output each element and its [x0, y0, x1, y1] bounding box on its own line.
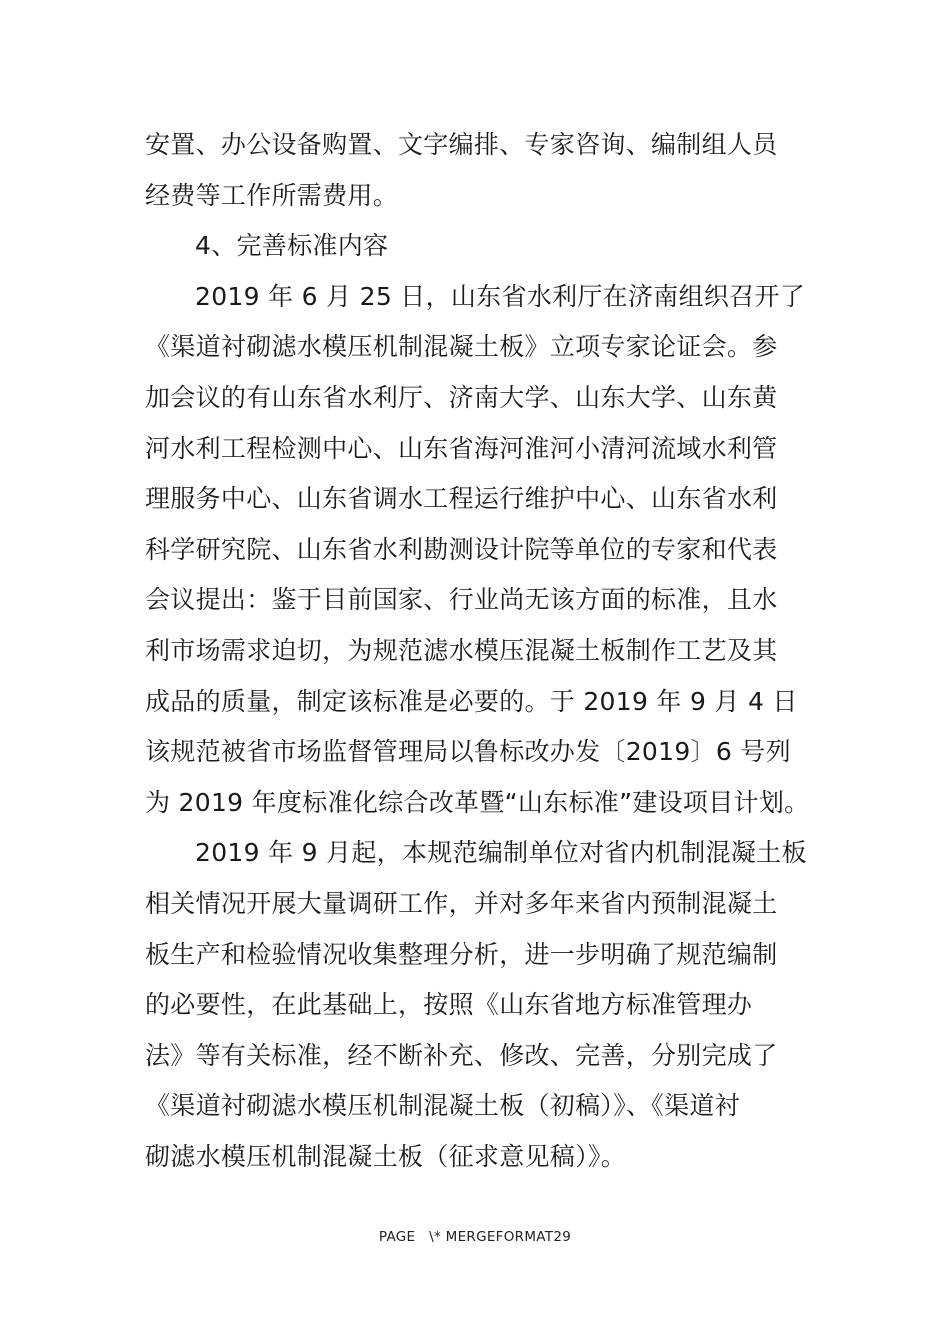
text-line: 科学研究院、山东省水利勘测设计院等单位的专家和代表 — [145, 534, 778, 564]
text-line: 该规范被省市场监督管理局以鲁标改办发〔2019〕6 号列 — [145, 737, 791, 767]
text-line: 成品的质量，制定该标准是必要的。于 2019 年 9 月 4 日 — [145, 686, 798, 716]
text-line: 安置、办公设备购置、文字编排、专家咨询、编制组人员 — [145, 130, 778, 159]
text-line: 会议提出：鉴于目前国家、行业尚无该方面的标准，且水 — [145, 585, 778, 615]
text-line: 2019 年 6 月 25 日，山东省水利厅在济南组织召开了 — [195, 281, 806, 311]
text-line: 相关情况开展大量调研工作，并对多年来省内预制混凝土 — [145, 888, 778, 918]
text-line: 经费等工作所需费用。 — [145, 180, 399, 210]
text-line: 加会议的有山东省水利厅、济南大学、山东大学、山东黄 — [145, 382, 778, 412]
text-line: 砌滤水模压机制混凝土板（征求意见稿）》。 — [145, 1141, 627, 1171]
text-line: 《渠道衬砌滤水模压机制混凝土板》立项专家论证会。参 — [145, 332, 778, 362]
document-body — [145, 120, 810, 1182]
text-line: 理服务中心、山东省调水工程运行维护中心、山东省水利 — [145, 484, 778, 514]
text-line: 法》等有关标准，经不断补充、修改、完善，分别完成了 — [145, 1040, 778, 1070]
text-line: 板生产和检验情况收集整理分析，进一步明确了规范编制 — [145, 939, 778, 969]
text-line: 2019 年 9 月起，本规范编制单位对省内机制混凝土板 — [195, 838, 807, 868]
text-line: 《渠道衬砌滤水模压机制混凝土板（初稿）》、《渠道衬 — [145, 1091, 741, 1121]
text-line: 利市场需求迫切，为规范滤水模压混凝土板制作工艺及其 — [145, 635, 778, 665]
text-line: 河水利工程检测中心、山东省海河淮河小清河流域水利管 — [145, 433, 778, 463]
text-line: 的必要性，在此基础上，按照《山东省地方标准管理办 — [145, 990, 753, 1020]
text-line: 为 2019 年度标准化综合改革暨“山东标准”建设项目计划。 — [145, 787, 810, 817]
section-heading: 4、完善标准内容 — [195, 231, 389, 261]
page-number-footer: PAGE \* MERGEFORMAT29 — [378, 1229, 572, 1245]
